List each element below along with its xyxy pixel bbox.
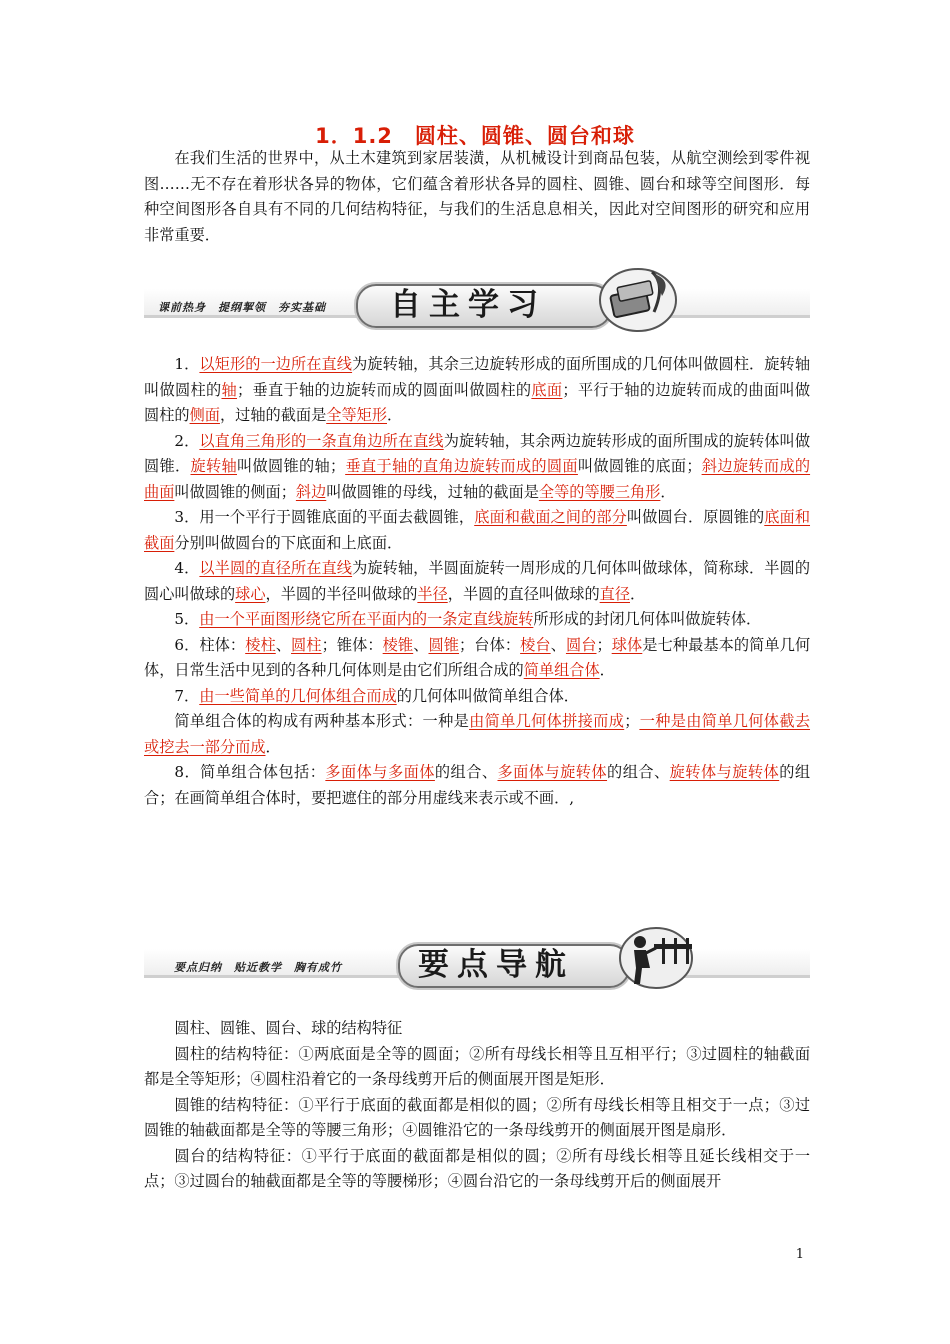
banner-heading: 要点导航 [418, 947, 574, 983]
intro-block [144, 146, 810, 248]
text-segment: ． [660, 482, 676, 501]
text-segment: 、 [550, 635, 566, 654]
item-7-forms [144, 709, 810, 760]
answer-underlined: 棱柱 [245, 635, 276, 654]
text-segment: 分别叫做圆台的下底面和上底面． [174, 533, 403, 552]
text-segment: ，过轴的截面是 [219, 406, 327, 424]
text-segment: ，半圆的直径叫做球的 [447, 584, 600, 603]
text-segment: ；垂直于轴的边旋转而成的圆面叫做圆柱的 [236, 380, 532, 399]
self-study-banner [144, 270, 810, 332]
banner-heading: 自主学习 [390, 287, 546, 323]
answer-underlined: 由简单几何体拼接而成 [469, 712, 625, 730]
page-number: 1 [795, 1247, 804, 1262]
text-segment: ． [599, 661, 615, 679]
text-segment: ；锥体： [321, 635, 383, 654]
answer-underlined: 多面体与多面体 [325, 763, 435, 781]
item-6 [144, 633, 810, 684]
guide-heading: 圆柱、圆锥、圆台、球的结构特征 [174, 1019, 403, 1037]
item-5 [144, 607, 810, 633]
answer-underlined: 圆柱 [291, 635, 322, 654]
text-segment: ． [387, 406, 403, 424]
answer-underlined: 一种是 [639, 712, 687, 730]
answer-underlined: 棱锥 [382, 635, 414, 654]
intro-paragraph: 在我们生活的世界中，从土木建筑到家居装潢，从机械设计到商品包装，从航空测绘到零件视图……无不存在着形状各异的物体，它们蕴含着形状各异的圆柱、圆锥、圆台和球等空间图形．每种空间图形各自具有不同的几何结构特征，与我们的生活息息相关，因此对空间图形的研究和应用非常重要． [144, 149, 810, 244]
text-segment: ； [624, 712, 640, 730]
answer-underlined: 斜边 [295, 482, 327, 501]
answer-underlined: 圆台 [565, 635, 597, 654]
answer-underlined: 斜边旋转而成的曲面 [144, 457, 811, 501]
answer-underlined: 半径 [417, 584, 448, 603]
key-points-banner [144, 930, 810, 992]
text-segment: 叫做圆锥的母线，过轴的截面是 [326, 482, 539, 501]
text-segment: 的组合、 [434, 763, 498, 781]
text-segment: 为旋转轴，半圆面旋转一周形成的几何体叫做球体，简称球．半圆的圆心叫做球的 [144, 559, 811, 603]
text-segment: 简单组合体的构成有两种基本形式：一种是 [174, 712, 470, 730]
text-segment: 、 [413, 635, 429, 654]
answer-underlined: 球心 [235, 584, 266, 603]
text-segment: 4． [174, 559, 200, 577]
text-segment: 5． [174, 610, 200, 628]
guide-frustum: 圆台的结构特征：①平行于底面的截面都是相似的圆；②所有母线长相等且延长线相交于一点；③过圆台的轴截面都是全等的等腰梯形；④圆台沿它的一条母线剪开后的侧面展开 [144, 1146, 810, 1190]
answer-underlined: 由一些简单的几何体组合而成 [199, 686, 397, 705]
text-segment: 的几何体叫做简单组合体． [396, 686, 579, 705]
answer-underlined: 侧面 [189, 406, 220, 424]
text-segment: ． [265, 737, 281, 756]
item-3 [144, 505, 810, 556]
answer-underlined: 以半圆的直径所在直线 [199, 559, 353, 577]
answer-underlined: 旋转轴 [190, 457, 237, 475]
text-segment: 2． [174, 431, 200, 450]
text-segment: 为旋转轴，其余两边旋转形成的面所围成的旋转体叫做圆锥． [144, 431, 811, 475]
text-segment: ，半圆的半径叫做球的 [265, 584, 418, 603]
text-segment: 、 [275, 635, 292, 654]
text-segment: ； [596, 635, 612, 654]
banner-slogan: 要点归纳 贴近教学 胸有成竹 [174, 961, 342, 974]
books-quill-icon [592, 262, 682, 334]
answer-underlined: 以直角三角形的一条直角边所在直线 [199, 431, 444, 450]
answer-underlined: 圆锥 [428, 635, 460, 654]
answer-underlined: 底面 [531, 380, 563, 399]
guide-cone: 圆锥的结构特征：①平行于底面的截面都是相似的圆；②所有母线长相等且相交于一点；③过圆锥的轴截面都是全等的等腰三角形；④圆锥沿它的一条母线剪开的侧面展开图是扇形． [144, 1095, 810, 1139]
item-4 [144, 556, 810, 607]
answer-underlined: 轴 [221, 380, 237, 399]
text-segment: 叫做圆锥的底面； [577, 457, 702, 475]
items-block [144, 352, 810, 811]
answer-underlined: 由一个平面图形绕它所在平面内的一条定直线旋转 [199, 610, 534, 628]
text-segment: 8．简单组合体包括： [174, 763, 326, 781]
answer-underlined: 简单组合体 [523, 661, 600, 679]
answer-underlined: 全等的等腰三角形 [538, 482, 661, 501]
text-segment: ． [630, 584, 646, 603]
item-7 [144, 684, 810, 710]
text-segment: ；平行于轴的边旋转而成的曲面叫做圆柱的 [144, 380, 811, 424]
item-8 [144, 760, 810, 811]
text-segment: 所形成的封闭几何体叫做旋转体． [533, 610, 762, 628]
answer-underlined: 底面和截面 [144, 508, 811, 552]
answer-underlined: 垂直于轴的直角边旋转而成的圆面 [345, 457, 578, 475]
answer-underlined: 由简单几何体截去或挖去一部分而成 [144, 712, 811, 756]
text-segment: 7． [174, 686, 200, 705]
text-segment: 叫做圆锥的轴； [237, 457, 346, 475]
answer-underlined: 球体 [611, 635, 643, 654]
text-segment: 3．用一个平行于圆锥底面的平面去截圆锥， [174, 508, 475, 526]
guide-block [144, 1016, 810, 1195]
text-segment: 叫做圆锥的侧面； [174, 482, 296, 501]
text-segment: 为旋转轴，其余三边旋转形成的面所围成的几何体叫做圆柱．旋转轴叫做圆柱的 [144, 355, 811, 399]
guide-cylinder: 圆柱的结构特征：①两底面是全等的圆面；②所有母线长相等且互相平行；③过圆柱的轴截面都是全等矩形；④圆柱沿着它的一条母线剪开后的侧面展开图是矩形． [144, 1044, 810, 1088]
text-segment: 6．柱体： [174, 635, 246, 654]
item-2 [144, 429, 810, 506]
worker-bridge-icon [614, 918, 704, 990]
answer-underlined: 直径 [599, 584, 630, 603]
text-segment: 的组合；在画简单组合体时，要把遮住的部分用虚线来表示或不画．, [144, 763, 811, 807]
text-segment: ；台体： [459, 635, 521, 654]
answer-underlined: 多面体与旋转体 [497, 763, 608, 781]
answer-underlined: 棱台 [520, 635, 551, 654]
text-segment: 是七种最基本的简单几何体，日常生活中见到的各种几何体则是由它们所组合成的 [144, 635, 811, 679]
text-segment: 的组合、 [607, 763, 670, 781]
banner-slogan: 课前热身 提纲挈领 夯实基础 [158, 301, 326, 314]
text-segment: 叫做圆台．原圆锥的 [626, 508, 765, 526]
answer-underlined: 旋转体与旋转体 [669, 763, 780, 781]
answer-underlined: 全等矩形 [326, 406, 387, 424]
text-segment: 1． [174, 355, 200, 373]
answer-underlined: 以矩形的一边所在直线 [199, 355, 353, 373]
answer-underlined: 底面和截面之间的部分 [474, 508, 627, 526]
section-title: 1．1.2 圆柱、圆锥、圆台和球 [315, 124, 635, 148]
item-1 [144, 352, 810, 429]
